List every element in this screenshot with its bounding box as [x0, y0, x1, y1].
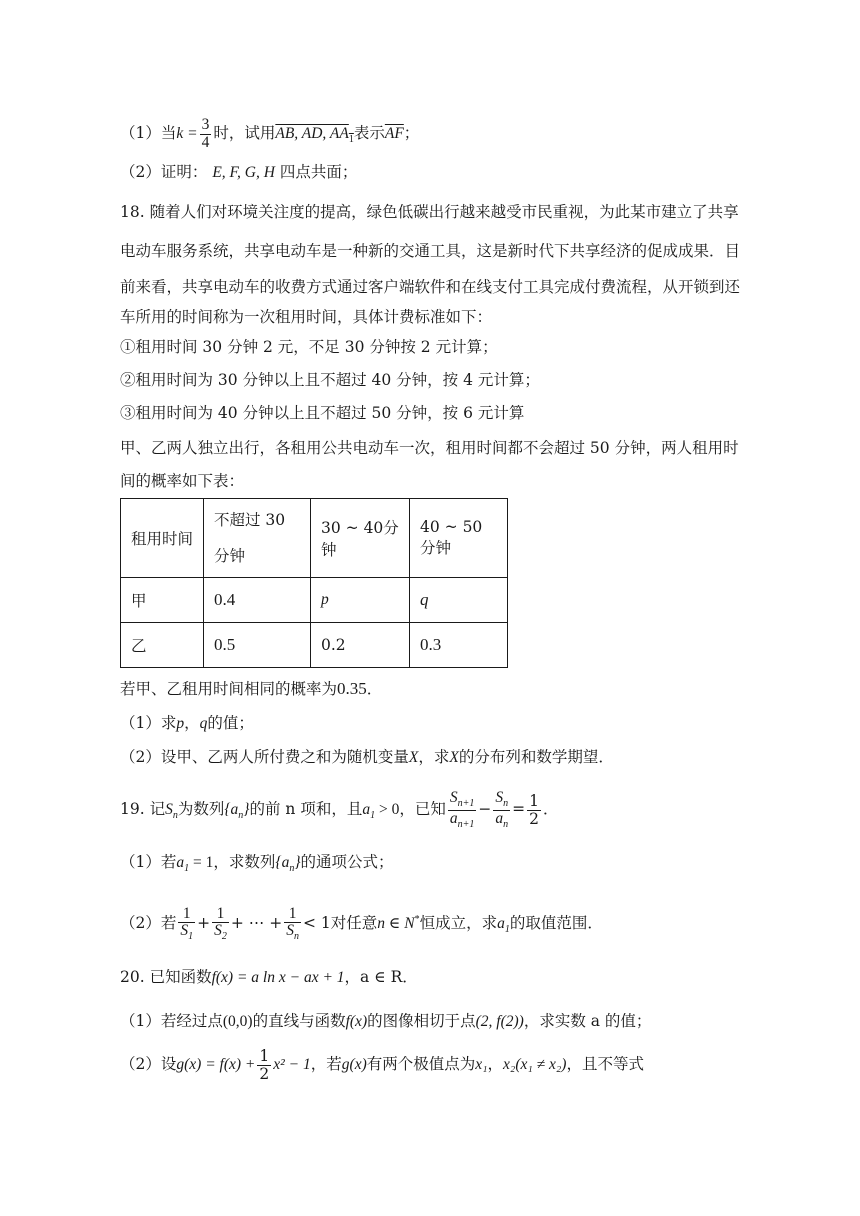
q18-cond-end: ． [366, 680, 383, 698]
q20-stem [120, 966, 418, 989]
target-vector: $\overline{AF}$ [384, 125, 404, 142]
rental-probability-table [120, 498, 508, 668]
frac-1-s2: $\frac{1}{S_2}$ [214, 904, 227, 943]
q20-part2-end: ，且不等式 [566, 1055, 644, 1073]
q20-part2-prefix: （2）设 [120, 1055, 177, 1073]
table-cell: 0.2 [311, 623, 410, 668]
sequence-an: $\{a_n\}$ [275, 854, 301, 875]
frac-one-half: $\frac{1}{2}$ [259, 1047, 270, 1083]
q19-part1-mid: ，求数列 [213, 853, 276, 871]
q18-rule1: ①租用时间 30 分钟 2 元，不足 30 分钟按 2 元计算； [120, 338, 498, 356]
q17-part1-end: ； [403, 124, 420, 142]
q17-part2-prefix: （2）证明： [120, 163, 208, 181]
fx: f(x) [345, 1013, 368, 1030]
table-header-cell: 30 ~ 40分钟 [311, 499, 410, 578]
var-p: p [176, 715, 185, 732]
table-header-cell: 租用时间 [121, 499, 204, 578]
q18-ask2 [120, 746, 614, 769]
q18-cond-value: 0.35 [337, 679, 367, 698]
vector-list: AB, AD, $AA_1$ [275, 125, 354, 146]
q20-part2-mid: ，若 [310, 1055, 342, 1073]
table-row [121, 578, 508, 623]
table-header-cell: 40 ~ 50分钟 [410, 499, 508, 578]
table-cell: 0.3 [410, 623, 508, 668]
q18-rule3: ③租用时间为 40 分钟以上且不超过 50 分钟，按 6 元计算 [120, 404, 525, 422]
frac-1-sn: $\frac{1}{S_n}$ [286, 904, 299, 943]
q18-condition [120, 678, 382, 700]
table-cell: 乙 [121, 623, 204, 668]
q20-stem-prefix: 20. 已知函数 [120, 968, 212, 986]
q20-part1-prefix: （1）若经过点 [120, 1012, 223, 1030]
frac-one-half: $\frac{1}{2}$ [529, 792, 539, 828]
q20-part2 [120, 1042, 644, 1086]
q18-ask2-prefix: （2）设甲、乙两人所付费之和为随机变量 [120, 748, 409, 766]
q18-ask2-mid: ，求 [418, 748, 450, 766]
x2: x₂(x₁ ≠ x₂) [503, 1056, 567, 1073]
separator: ， [184, 714, 200, 732]
q17-part2-end: 四点共面； [279, 163, 358, 181]
q18-rule2: ②租用时间为 30 分钟以上且不超过 40 分钟，按 4 元计算； [120, 371, 540, 389]
q19-stem: 19. 记$S_n$为数列$\{a_n\}$的前 n 项和，且$a_1 > 0$，已知 $\frac{S_{n+1}}{a_{n+1}}$ − $\frac{S_n}{a_n}$ = $\frac{1}{2}$ ． [120, 788, 559, 830]
q20-domain: ，a ∈ R． [344, 968, 418, 986]
q20-part2-mid2: 有两个极值点为 [366, 1055, 476, 1073]
table-header-row [121, 499, 508, 578]
q18-para3: 前来看，共享电动车的收费方式通过客户端软件和在线支付工具完成付费流程，从开锁到还 [120, 278, 741, 296]
q18-para1: 18. 随着人们对环境关注度的提高，绿色低碳出行越来越受市民重视，为此某市建立了共享 [120, 203, 739, 221]
a1-positive: $a_1 > 0$ [362, 801, 400, 822]
q19-part1-end: 的通项公式； [300, 853, 394, 871]
q19-part2: （2）若 $\frac{1}{S_1}$ + $\frac{1}{S_2}$ + ⋯ + $\frac{1}{S_n}$ < 1对任意n ∈ N*恒成立，求$a_1$的取值范围． [120, 904, 603, 943]
table-header-cell: 不超过 30 分钟 [204, 499, 311, 578]
q18-para2: 电动车服务系统，共享电动车是一种新的交通工具，这是新时代下共享经济的促成成果．目 [120, 242, 741, 260]
q17-part2 [120, 161, 357, 184]
q19-part2-end: 的取值范围． [509, 914, 603, 933]
q17-part1 [120, 116, 419, 150]
q18-para6: 间的概率如下表： [120, 472, 245, 490]
q20-part1-end: ，求实数 a 的值； [523, 1012, 652, 1030]
table-cell: p [311, 578, 410, 623]
q18-cond-prefix: 若甲、乙租用时间相同的概率为 [120, 680, 338, 698]
gx-def-left: g(x) = f(x) + [176, 1056, 256, 1073]
a1-equals-one: $a_1 = 1$ [176, 854, 214, 875]
frac-sn1-an1: $\frac{S_{n+1}}{a_{n+1}}$ [449, 788, 475, 830]
table-cell: q [410, 578, 508, 623]
frac-sn-an: $\frac{S_n}{a_n}$ [495, 788, 509, 830]
q19-stem-prefix: 19. 记 [120, 800, 166, 818]
q19-part2-prefix: （2）若 [120, 914, 177, 933]
q19-part2-mid2: 恒成立，求 [419, 914, 498, 933]
s-n: $S_n$ [165, 801, 178, 822]
a1: $a_1$ [497, 915, 510, 936]
table-cell: 甲 [121, 578, 204, 623]
q18-para4: 车所用的时间称为一次租用时间，具体计费标准如下： [120, 308, 493, 326]
gx-def-right: x² − 1 [273, 1056, 311, 1073]
q18-ask1-end: 的值； [207, 714, 254, 732]
q17-part1-prefix: （1）当 [120, 124, 177, 142]
q19-stem-mid3: ，已知 [399, 800, 446, 818]
tangent-point: (2, f(2)) [475, 1013, 524, 1030]
var-x: X [408, 749, 419, 766]
var-q: q [199, 715, 208, 732]
x1: x₁ [475, 1056, 488, 1073]
q19-stem-mid2: 的前 n 项和，且 [249, 800, 363, 818]
q18-ask2-end: 的分布列和数学期望． [458, 748, 614, 766]
origin-point: (0,0) [222, 1013, 253, 1030]
q17-part1-mid: 时，试用 [213, 124, 276, 142]
q19-stem-end: ． [542, 800, 559, 818]
k-fraction: $\frac{3}{4}$ [201, 116, 210, 151]
separator: ， [487, 1055, 504, 1073]
function-def: f(x) = a ln x − ax + 1 [211, 969, 345, 986]
q19-part2-mid: 对任意 [330, 914, 378, 933]
table-row [121, 623, 508, 668]
q19-stem-mid1: 为数列 [177, 800, 225, 818]
q20-part1-mid: 的直线与函数 [252, 1012, 346, 1030]
frac-1-s1: $\frac{1}{S_1}$ [180, 904, 194, 943]
table-cell: 0.5 [204, 623, 311, 668]
q19-part1-prefix: （1）若 [120, 853, 177, 871]
gx: g(x) [341, 1056, 367, 1073]
sequence-an: $\{a_n\}$ [224, 801, 250, 822]
q19-part1 [120, 851, 394, 880]
q20-part1 [120, 1010, 651, 1033]
points-list: E, F, G, H [212, 164, 275, 181]
q20-part1-mid2: 的图像相切于点 [367, 1012, 476, 1030]
q17-part1-mid2: 表示 [353, 124, 385, 142]
q18-ask1 [120, 712, 254, 735]
q18-ask1-prefix: （1）求 [120, 714, 177, 732]
k-expr: k = [176, 125, 198, 142]
var-x: X [449, 749, 459, 766]
q18-para5: 甲、乙两人独立出行，各租用公共电动车一次，租用时间都不会超过 50 分钟，两人租用时 [120, 439, 739, 457]
n-domain: n ∈ N* [377, 914, 420, 933]
table-cell: 0.4 [204, 578, 311, 623]
